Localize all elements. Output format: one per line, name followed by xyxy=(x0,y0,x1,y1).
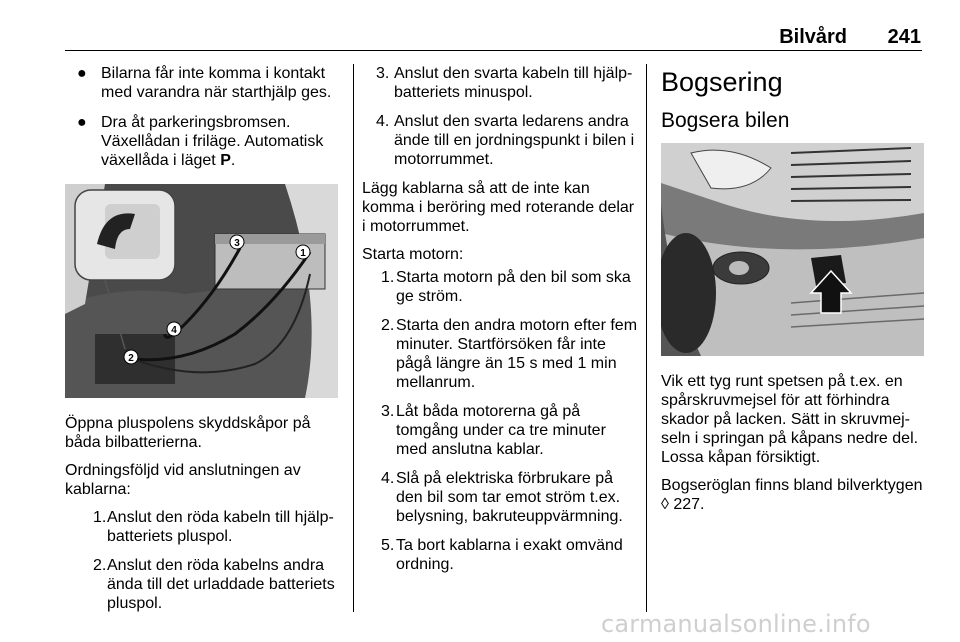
paragraph: Öppna pluspolens skyddskåpor på båda bilbatterierna. xyxy=(65,415,311,451)
paragraph: Ordningsföljd vid anslutningen av kablarna: xyxy=(65,462,301,498)
column-divider-1 xyxy=(353,64,354,612)
step-text: Låt båda motorerna gå på tomgång under ca tre minuter med anslutna kablar. xyxy=(396,403,606,458)
page-number: 241 xyxy=(887,26,921,48)
page-reference-link[interactable]: 227. xyxy=(668,496,705,513)
running-header-title: Bilvård xyxy=(779,26,847,48)
numbered-step xyxy=(65,508,340,546)
callout-4: 4 xyxy=(171,325,177,336)
bullet-marker: ● xyxy=(77,114,87,131)
subsection-heading: Bogsera bilen xyxy=(661,109,790,132)
section-heading: Bogsering xyxy=(661,67,783,97)
numbered-step xyxy=(362,402,637,459)
jump-start-illustration xyxy=(65,184,338,398)
step-number: 1. xyxy=(381,269,395,286)
paragraph: Starta motorn: xyxy=(362,246,464,263)
step-text: Anslut den svarta ledarens andra ände till en jordningspunkt i bilen i motorrummet. xyxy=(394,113,635,168)
column-divider-2 xyxy=(646,64,647,612)
numbered-step xyxy=(362,316,637,392)
column-1 xyxy=(65,64,340,623)
step-text: Starta den andra motorn efter fem minuter. Startförsöken får inte pågå längre än 15 s med 1 min mellanrum. xyxy=(396,317,638,391)
step-number: 3. xyxy=(381,403,395,420)
bullet-text: Bilarna får inte komma i kontakt med varandra när starthjälp ges. xyxy=(101,65,332,101)
step-number: 4. xyxy=(376,113,390,130)
paragraph xyxy=(661,476,927,514)
step-text: Starta motorn på den bil som ska ge ström. xyxy=(396,269,631,305)
bullet-item xyxy=(65,64,340,102)
step-text: Ta bort kablarna i exakt omvänd ordning. xyxy=(396,537,623,573)
page-reference-icon: ◊ xyxy=(661,496,669,513)
numbered-step xyxy=(362,112,637,169)
header-rule xyxy=(65,50,922,51)
bullet-text-end: . xyxy=(230,152,236,169)
paragraph-text: Bogseröglan finns bland bilverktygen xyxy=(661,477,923,494)
step-number: 2. xyxy=(381,317,395,334)
step-text: Anslut den röda kabeln till hjälp-batteriets pluspol. xyxy=(107,509,334,545)
callout-1: 1 xyxy=(300,248,306,259)
step-number: 1. xyxy=(93,509,107,526)
column-3 xyxy=(661,66,927,523)
bullet-item xyxy=(65,113,340,170)
callout-2: 2 xyxy=(128,353,134,364)
numbered-step xyxy=(362,64,637,102)
callout-3: 3 xyxy=(234,238,240,249)
step-number: 5. xyxy=(381,537,395,554)
watermark: carmanualsonline.info xyxy=(601,610,871,638)
step-number: 4. xyxy=(381,470,395,487)
paragraph: Vik ett tyg runt spetsen på t.ex. en spårskruvmejsel för att förhindra skador på lacken. Sätt in skruvmej-seln i springan på kåpans nedre del. Lossa kåpan försiktigt. xyxy=(661,373,919,466)
gear-position-p: P xyxy=(220,152,231,169)
numbered-step xyxy=(362,469,637,526)
bullet-marker: ● xyxy=(77,65,87,82)
step-text: Anslut den röda kabelns andra ända till det urladdade batteriets pluspol. xyxy=(107,557,335,612)
step-text: Anslut den svarta kabeln till hjälp-batteriets minuspol. xyxy=(394,65,633,101)
column-2 xyxy=(362,64,637,584)
numbered-step xyxy=(65,556,340,613)
paragraph: Lägg kablarna så att de inte kan komma i beröring med roterande delar i motorrummet. xyxy=(362,180,635,235)
numbered-step xyxy=(362,536,637,574)
step-text: Slå på elektriska förbrukare på den bil som tar emot ström t.ex. belysning, bakruteuppvärmning. xyxy=(396,470,623,525)
numbered-step xyxy=(362,268,637,306)
tow-eye-cover-illustration xyxy=(661,143,924,356)
step-number: 2. xyxy=(93,557,107,574)
bullet-text: Dra åt parkeringsbromsen. Växellådan i friläge. Automatisk växellåda i läget xyxy=(101,114,324,169)
step-number: 3. xyxy=(376,65,390,82)
